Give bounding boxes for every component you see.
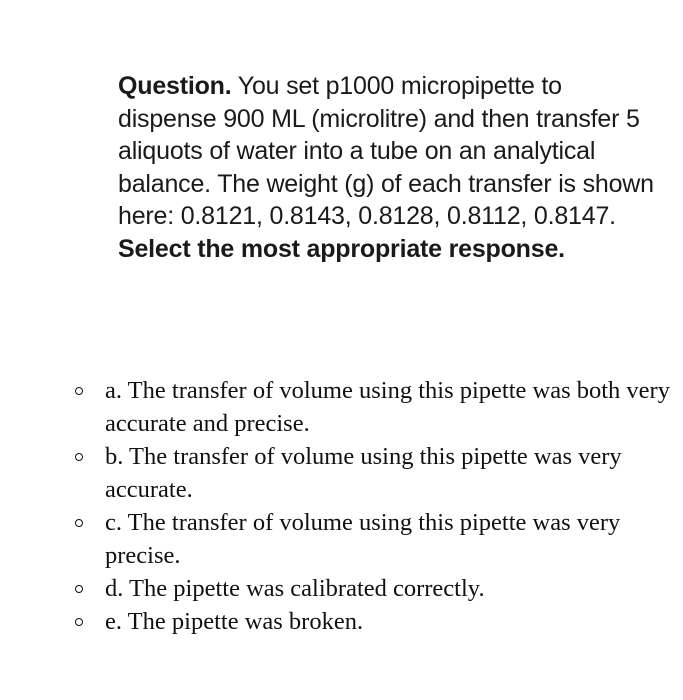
option-d-text: d. The pipette was calibrated correctly. [105, 575, 485, 602]
option-d[interactable] [70, 572, 670, 605]
option-b-text: b. The transfer of volume using this pipette was very accurate. [105, 443, 622, 503]
option-e[interactable] [70, 605, 670, 638]
option-a-text: a. The transfer of volume using this pipette was both very accurate and precise. [105, 377, 670, 437]
option-e-text: e. The pipette was broken. [105, 608, 364, 635]
option-a[interactable] [70, 374, 670, 440]
question-instruction: Select the most appropriate response. [118, 234, 565, 263]
answer-options-list [70, 374, 670, 638]
bullet-circle-icon [75, 618, 83, 626]
question-body: You set p1000 micropipette to dispense 900 ML (microlitre) and then transfer 5 aliquots of water into a tube on an analytical balance. The weight (g) of each transfer is shown here: 0.8121, 0.8143, 0.8128, 0.8112, 0.8147. [118, 72, 654, 231]
option-b[interactable] [70, 440, 670, 506]
bullet-circle-icon [75, 519, 83, 527]
question-text [118, 70, 663, 266]
question-label: Question. [118, 72, 232, 100]
bullet-circle-icon [75, 453, 83, 461]
option-c[interactable] [70, 506, 670, 572]
bullet-circle-icon [75, 585, 83, 593]
option-c-text: c. The transfer of volume using this pipette was very precise. [105, 509, 621, 569]
bullet-circle-icon [75, 387, 83, 395]
